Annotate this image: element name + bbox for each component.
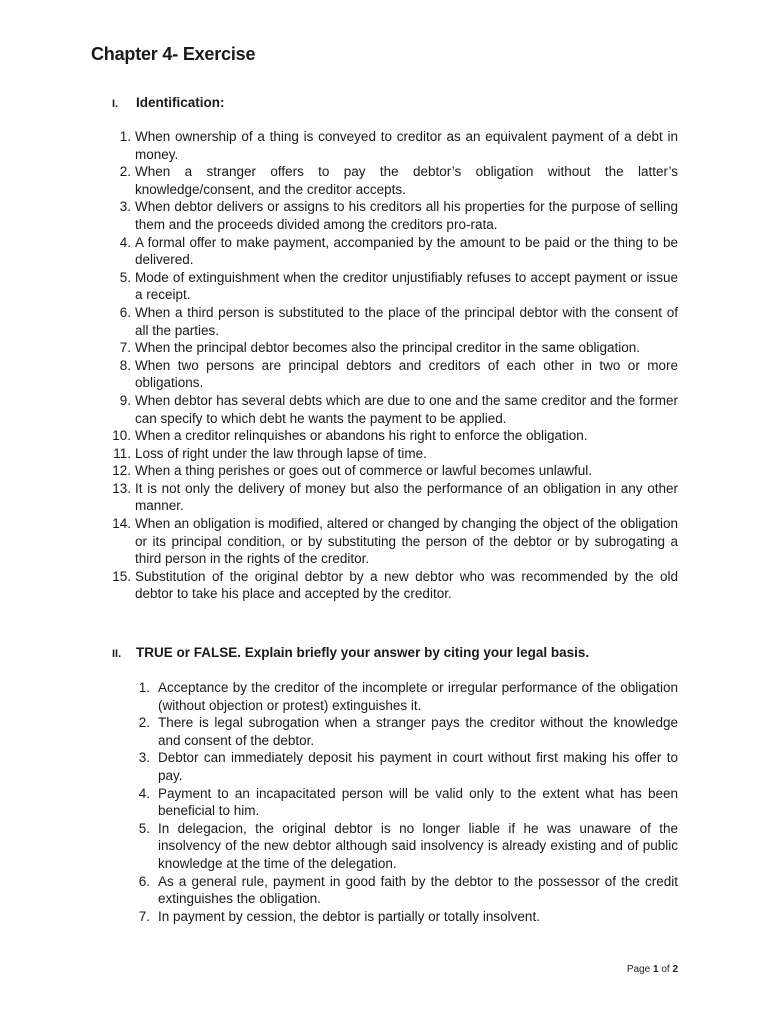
item-text: A formal offer to make payment, accompanied by the amount to be paid or the thing to be delivered. bbox=[135, 234, 678, 268]
item-text: Debtor can immediately deposit his payment in court without first making his offer to pay. bbox=[158, 750, 678, 783]
item-text: In delegacion, the original debtor is no longer liable if he was unaware of the insolvency of the new debtor although said insolvency is already existing and of public knowledge at the time of the delegation. bbox=[158, 820, 678, 871]
total-pages-number: 2 bbox=[672, 964, 678, 975]
item-text: When a stranger offers to pay the debtor’s obligation without the latter’s knowledge/consent, and the creditor accepts. bbox=[135, 164, 678, 197]
section-heading-true-false bbox=[112, 645, 589, 660]
of-word: of bbox=[661, 964, 670, 975]
item-text: Acceptance by the creditor of the incomplete or irregular performance of the obligation (without objection or protest) extinguishes it. bbox=[158, 680, 678, 713]
item-number: 13. bbox=[112, 480, 131, 496]
item-number: 2. bbox=[119, 164, 131, 180]
item-text: When an obligation is modified, altered or changed by changing the object of the obligation or its principal condition, or by substituting the person of the debtor or by subrogating a third person in the rights of the creditor. bbox=[135, 516, 678, 567]
list-item bbox=[130, 714, 678, 749]
list-item bbox=[112, 339, 678, 357]
item-number: 9. bbox=[119, 392, 131, 408]
item-number: 3. bbox=[119, 199, 131, 215]
item-text: When the principal debtor becomes also the principal creditor in the same obligation. bbox=[135, 340, 641, 356]
list-item bbox=[112, 392, 678, 427]
item-number: 10. bbox=[112, 428, 131, 444]
item-text: When a third person is substituted to the place of the principal debtor with the consent of all the parties. bbox=[135, 304, 678, 338]
item-text: When debtor delivers or assigns to his creditors all his properties for the purpose of selling them and the proceeds divided among the creditors pro-rata. bbox=[135, 199, 678, 232]
item-text: As a general rule, payment in good faith by the debtor to the possessor of the credit extinguishes the obligation. bbox=[158, 873, 678, 907]
list-item bbox=[112, 480, 678, 515]
current-page-number: 1 bbox=[652, 964, 659, 975]
page-footer bbox=[627, 964, 678, 975]
item-text: Substitution of the original debtor by a new debtor who was recommended by the old debtor to take his place and accepted by the creditor. bbox=[135, 568, 678, 602]
list-item bbox=[130, 785, 678, 820]
item-number: 11. bbox=[113, 445, 131, 461]
list-item bbox=[112, 568, 678, 603]
true-false-list bbox=[130, 679, 678, 925]
item-number: 4. bbox=[138, 785, 150, 801]
item-number: 3. bbox=[138, 750, 150, 766]
list-item bbox=[112, 234, 678, 269]
item-number: 4. bbox=[119, 234, 131, 250]
list-item bbox=[130, 679, 678, 714]
item-number: 2. bbox=[138, 715, 150, 731]
list-item bbox=[112, 304, 678, 339]
item-number: 6. bbox=[119, 304, 131, 320]
list-item bbox=[112, 427, 678, 445]
item-text: Payment to an incapacitated person will be valid only to the extent what has been beneficial to him. bbox=[158, 785, 678, 819]
list-item bbox=[112, 357, 678, 392]
list-item bbox=[112, 269, 678, 304]
list-item bbox=[112, 198, 678, 233]
section-numeral: I. bbox=[112, 98, 119, 110]
identification-list bbox=[112, 128, 678, 603]
list-item bbox=[112, 445, 678, 463]
section-heading-identification bbox=[112, 95, 225, 110]
item-number: 8. bbox=[119, 357, 131, 373]
list-item bbox=[112, 515, 678, 568]
list-item bbox=[112, 128, 678, 163]
section-title: TRUE or FALSE. Explain briefly your answer by citing your legal basis. bbox=[136, 645, 590, 660]
item-number: 1. bbox=[119, 129, 131, 144]
section-numeral: II. bbox=[112, 648, 122, 660]
list-item bbox=[130, 820, 678, 873]
item-text: When ownership of a thing is conveyed to creditor as an equivalent payment of a debt in money. bbox=[135, 129, 678, 162]
list-item bbox=[130, 908, 678, 926]
item-text: In payment by cession, the debtor is partially or totally insolvent. bbox=[158, 908, 540, 924]
item-text: Loss of right under the law through lapse of time. bbox=[135, 445, 427, 461]
item-text: When a creditor relinquishes or abandons his right to enforce the obligation. bbox=[135, 428, 588, 444]
list-item bbox=[130, 749, 678, 784]
item-number: 5. bbox=[119, 269, 131, 285]
list-item bbox=[112, 462, 678, 480]
item-number: 7. bbox=[119, 340, 131, 356]
item-number: 6. bbox=[138, 873, 150, 889]
list-item bbox=[130, 873, 678, 908]
item-text: There is legal subrogation when a stranger pays the creditor without the knowledge and consent of the debtor. bbox=[158, 715, 678, 748]
item-number: 1. bbox=[138, 680, 150, 695]
item-text: When a thing perishes or goes out of commerce or lawful becomes unlawful. bbox=[135, 463, 592, 479]
section-title: Identification: bbox=[136, 95, 225, 110]
item-text: It is not only the delivery of money but also the performance of an obligation in any other manner. bbox=[135, 480, 678, 514]
page-title: Chapter 4- Exercise bbox=[91, 44, 256, 64]
item-number: 14. bbox=[112, 516, 131, 532]
item-number: 5. bbox=[138, 820, 150, 836]
item-number: 12. bbox=[112, 463, 131, 479]
item-text: When two persons are principal debtors and creditors of each other in two or more obligations. bbox=[135, 357, 678, 391]
item-text: Mode of extinguishment when the creditor unjustifiably refuses to accept payment or issue a receipt. bbox=[135, 269, 678, 303]
list-item bbox=[112, 163, 678, 198]
item-number: 7. bbox=[138, 908, 150, 924]
item-text: When debtor has several debts which are due to one and the same creditor and the former can specify to which debt he wants the payment to be applied. bbox=[135, 392, 678, 426]
item-number: 15. bbox=[112, 568, 131, 584]
page-word: Page bbox=[626, 964, 651, 975]
